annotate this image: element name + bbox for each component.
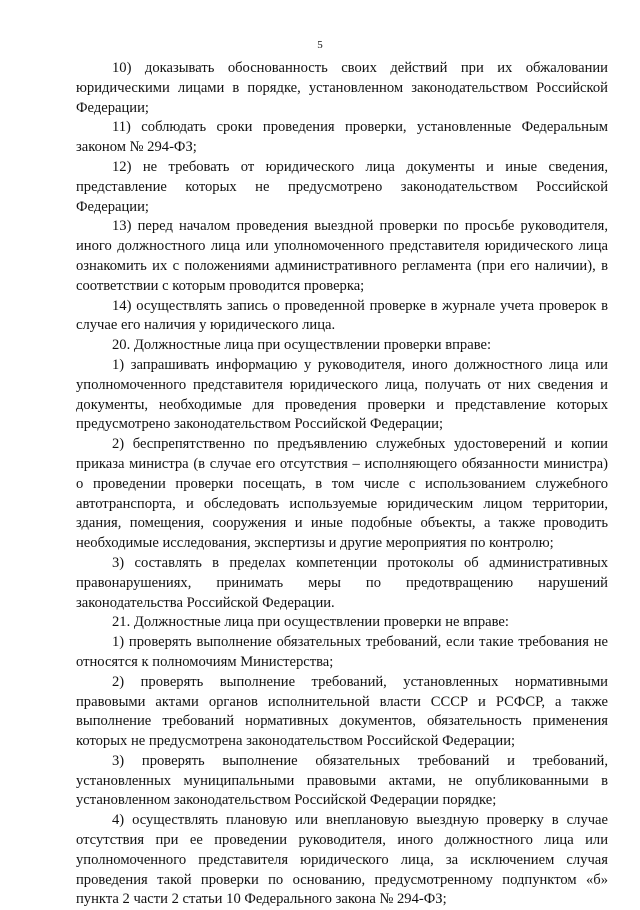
section-20-item-1: 1) запрашивать информацию у руководителя, иного должностного лица или уполномоченного представителя юридического лица, получать от них сведения и документы, необходимые для проведения проверки и представление которых предусмотрено законодательством Российской Федерации;: [76, 356, 608, 433]
section-21-heading: 21. Должностные лица при осуществлении проверки не вправе:: [112, 614, 509, 631]
page-number: 5: [317, 39, 323, 51]
section-20-heading: 20. Должностные лица при осуществлении проверки вправе:: [112, 337, 492, 354]
paragraph-item-12: 12) не требовать от юридического лица документы и иные сведения, представление которых не предусмотрено законодательством Российской Федерации;: [76, 158, 608, 215]
paragraph-item-14: 14) осуществлять запись о проведенной проверке в журнале учета проверок в случае его наличия у юридического лица.: [76, 297, 608, 334]
paragraph-item-11: 11) соблюдать сроки проведения проверки, установленные Федеральным законом № 294-ФЗ;: [76, 119, 608, 156]
paragraph-item-10: 10) доказывать обоснованность своих действий при их обжаловании юридическими лицами в порядке, установленном законодательством Российской Федерации;: [76, 60, 608, 116]
section-21-item-3: 3) проверять выполнение обязательных требований и требований, установленных муниципальными правовыми актами, не опубликованными в установленном законодательством Российской Федерации порядке;: [76, 752, 608, 809]
document-body: [76, 59, 608, 910]
paragraph-item-13: 13) перед началом проведения выездной проверки по просьбе руководителя, иного должностного лица или уполномоченного представителя юридического лица ознакомить их с положениями административного регламента (при его наличии), в соответствии с которым проводится проверка;: [76, 218, 608, 294]
section-21-item-1: 1) проверять выполнение обязательных требований, если такие требования не относятся к полномочиям Министерства;: [76, 634, 608, 670]
section-21-item-2: 2) проверять выполнение требований, установленных нормативными правовыми актами органов исполнительной власти СССР и РСФСР, а также выполнение требований нормативных документов, обязательность применения которых не предусмотрена законодательством Российской Федерации;: [76, 673, 608, 750]
section-21-item-4: 4) осуществлять плановую или внеплановую выездную проверку в случае отсутствия при ее проведении руководителя, иного должностного лица или уполномоченного представителя юридического лица, за исключением случая проведения такой проверки по основанию, предусмотренному подпунктом «б» пункта 2 части 2 статьи 10 Федерального закона № 294-ФЗ;: [76, 812, 608, 908]
section-20-item-3: 3) составлять в пределах компетенции протоколы об административных правонарушениях, принимать меры по предотвращению нарушений законодательства Российской Федерации.: [76, 554, 608, 611]
section-20-item-2: 2) беспрепятственно по предъявлению служебных удостоверений и копии приказа министра (в случае его отсутствия – исполняющего обязанности министра) о проведении проверки посещать, в том числе с использованием служебного автотранспорта, и обследовать используемые юридическим лицом территории, здания, помещения, сооружения и иные подобные объекты, а также проводить необходимые исследования, экспертизы и другие мероприятия по контролю;: [76, 436, 608, 552]
